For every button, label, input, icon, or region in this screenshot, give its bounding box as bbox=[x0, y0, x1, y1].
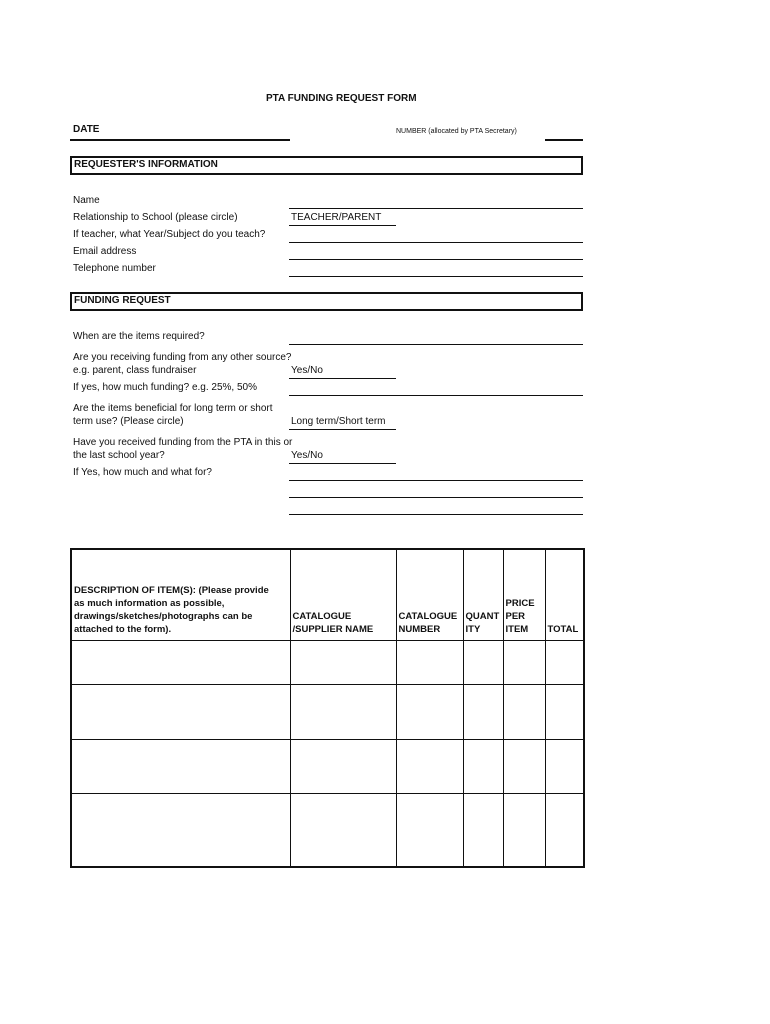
table-cell-catalogue-number[interactable] bbox=[396, 794, 463, 867]
table-cell-price[interactable] bbox=[503, 740, 545, 794]
table-cell-supplier[interactable] bbox=[290, 794, 396, 867]
header-total: TOTAL bbox=[545, 549, 584, 641]
relationship-field-line bbox=[289, 225, 396, 226]
header-catalogue-number: CATALOGUE NUMBER bbox=[396, 549, 463, 641]
received-label-line1: Have you received funding from the PTA in this or bbox=[73, 437, 293, 448]
table-cell-total[interactable] bbox=[545, 641, 584, 685]
table-cell-supplier[interactable] bbox=[290, 641, 396, 685]
email-field-line[interactable] bbox=[289, 259, 583, 260]
when-required-label: When are the items required? bbox=[73, 331, 205, 342]
name-field-line[interactable] bbox=[289, 208, 583, 209]
received-label-line2: the last school year? bbox=[73, 450, 165, 461]
funding-section-header bbox=[70, 292, 583, 311]
table-cell-quantity[interactable] bbox=[463, 641, 503, 685]
if-yes-field-line-1[interactable] bbox=[289, 480, 583, 481]
table-cell-catalogue-number[interactable] bbox=[396, 685, 463, 740]
other-source-label-line1: Are you receiving funding from any other source? bbox=[73, 352, 292, 363]
other-source-label-line2: e.g. parent, class fundraiser bbox=[73, 365, 197, 376]
form-title: PTA FUNDING REQUEST FORM bbox=[266, 93, 417, 104]
beneficial-field-line bbox=[289, 429, 396, 430]
table-cell-total[interactable] bbox=[545, 740, 584, 794]
how-much-field-line[interactable] bbox=[289, 395, 583, 396]
table-cell-price[interactable] bbox=[503, 641, 545, 685]
requester-heading: REQUESTER'S INFORMATION bbox=[74, 159, 218, 170]
table-cell-total[interactable] bbox=[545, 794, 584, 867]
email-label: Email address bbox=[73, 246, 137, 257]
requester-section-header bbox=[70, 156, 583, 175]
table-cell-quantity[interactable] bbox=[463, 740, 503, 794]
table-cell-description[interactable] bbox=[71, 794, 290, 867]
table-cell-supplier[interactable] bbox=[290, 685, 396, 740]
table-cell-catalogue-number[interactable] bbox=[396, 641, 463, 685]
table-row bbox=[71, 641, 584, 685]
table-cell-price[interactable] bbox=[503, 685, 545, 740]
number-field-line[interactable] bbox=[545, 139, 583, 141]
date-label: DATE bbox=[73, 124, 100, 135]
relationship-value[interactable]: TEACHER/PARENT bbox=[291, 212, 382, 223]
table-cell-total[interactable] bbox=[545, 685, 584, 740]
other-source-value[interactable]: Yes/No bbox=[291, 365, 323, 376]
beneficial-label-line2: term use? (Please circle) bbox=[73, 416, 184, 427]
funding-heading: FUNDING REQUEST bbox=[74, 295, 171, 306]
received-field-line bbox=[289, 463, 396, 464]
relationship-label: Relationship to School (please circle) bbox=[73, 212, 238, 223]
header-price-per-item: PRICE PER ITEM bbox=[503, 549, 545, 641]
items-table-header-row bbox=[71, 549, 584, 641]
table-cell-description[interactable] bbox=[71, 740, 290, 794]
teacher-subject-label: If teacher, what Year/Subject do you teach? bbox=[73, 229, 266, 240]
table-row bbox=[71, 740, 584, 794]
teacher-subject-field-line[interactable] bbox=[289, 242, 583, 243]
telephone-label: Telephone number bbox=[73, 263, 156, 274]
table-row bbox=[71, 685, 584, 740]
name-label: Name bbox=[73, 195, 100, 206]
beneficial-label-line1: Are the items beneficial for long term or short bbox=[73, 403, 273, 414]
if-yes-field-line-2[interactable] bbox=[289, 497, 583, 498]
other-source-field-line bbox=[289, 378, 396, 379]
table-cell-description[interactable] bbox=[71, 641, 290, 685]
table-row bbox=[71, 794, 584, 867]
received-value[interactable]: Yes/No bbox=[291, 450, 323, 461]
table-cell-price[interactable] bbox=[503, 794, 545, 867]
header-supplier-name: CATALOGUE /SUPPLIER NAME bbox=[290, 549, 396, 641]
header-description: DESCRIPTION OF ITEM(S): (Please provide as much information as possible, drawings/sketches/photographs can be attached to the form). bbox=[71, 549, 290, 641]
items-table bbox=[70, 548, 585, 868]
beneficial-value[interactable]: Long term/Short term bbox=[291, 416, 386, 427]
telephone-field-line[interactable] bbox=[289, 276, 583, 277]
how-much-label: If yes, how much funding? e.g. 25%, 50% bbox=[73, 382, 257, 393]
when-required-field-line[interactable] bbox=[289, 344, 583, 345]
table-cell-description[interactable] bbox=[71, 685, 290, 740]
header-quantity: QUANT ITY bbox=[463, 549, 503, 641]
if-yes-field-line-3[interactable] bbox=[289, 514, 583, 515]
table-cell-quantity[interactable] bbox=[463, 794, 503, 867]
if-yes-label: If Yes, how much and what for? bbox=[73, 467, 212, 478]
number-label: NUMBER (allocated by PTA Secretary) bbox=[396, 128, 517, 135]
table-cell-supplier[interactable] bbox=[290, 740, 396, 794]
date-field-line[interactable] bbox=[70, 139, 290, 141]
table-cell-catalogue-number[interactable] bbox=[396, 740, 463, 794]
table-cell-quantity[interactable] bbox=[463, 685, 503, 740]
